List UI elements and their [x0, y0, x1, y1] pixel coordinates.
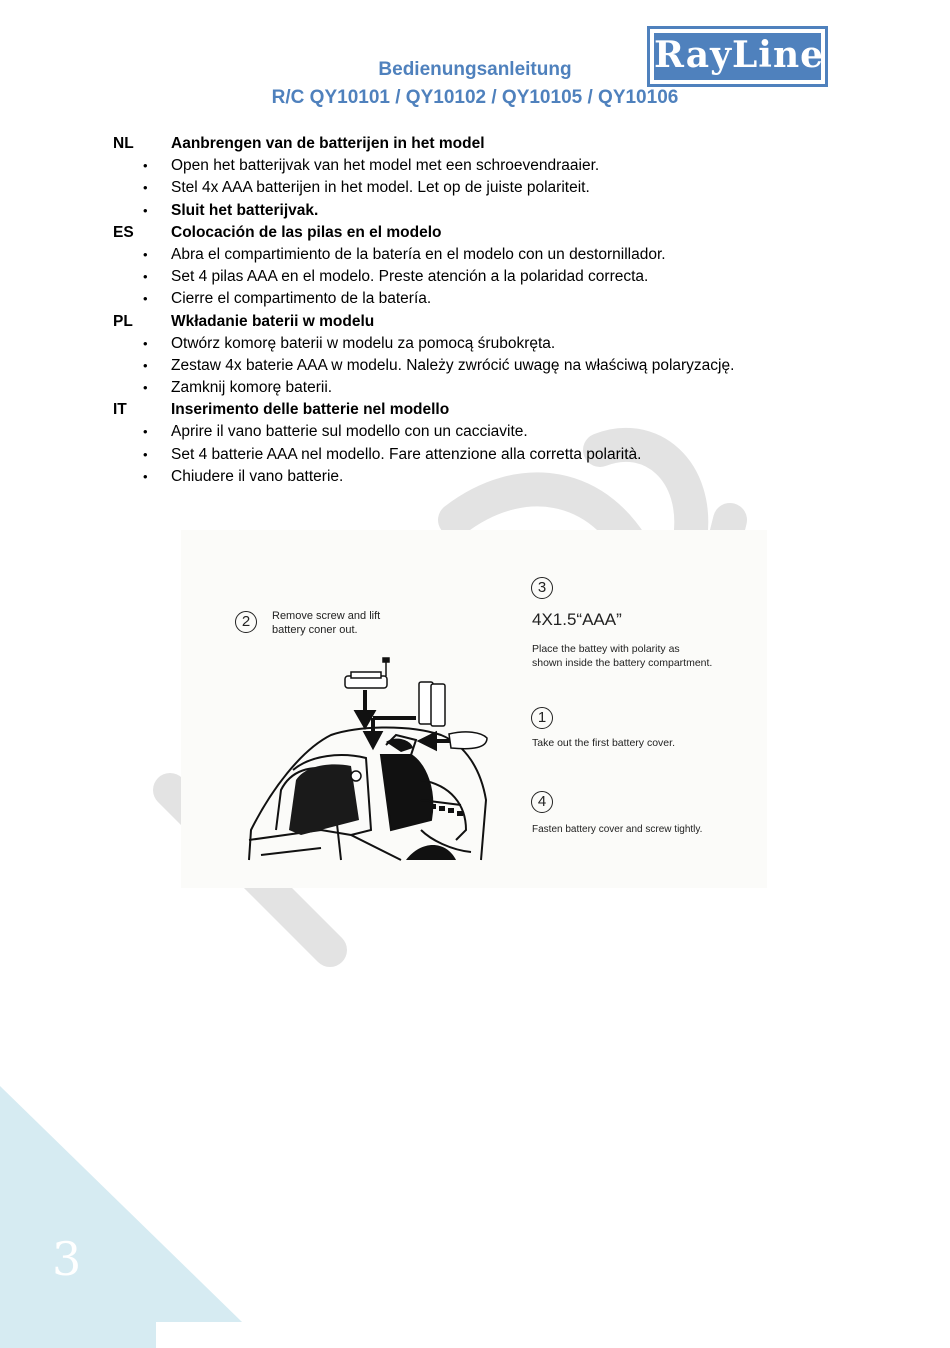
list-item-text: Stel 4x AAA batterijen in het model. Let op de juiste polariteit. [171, 179, 590, 197]
language-code: IT [113, 401, 127, 419]
list-item-text: Chiudere il vano batterie. [171, 467, 344, 485]
bullet-icon: • [143, 380, 148, 396]
step-4-text: Fasten battery cover and screw tightly. [532, 824, 703, 835]
list-item-text: Zestaw 4x baterie AAA w modelu. Należy zwrócić uwagę na właściwą polaryzację. [171, 356, 735, 374]
step-2-line-1: Remove screw and lift [272, 610, 381, 622]
step-2-line-2: battery coner out. [272, 624, 358, 636]
list-item-text: Abra el compartimiento de la batería en el modelo con un destornillador. [171, 245, 666, 263]
bullet-icon: • [143, 246, 148, 262]
step-2-number: 2 [235, 611, 257, 633]
list-item-text: Set 4 batterie AAA nel modello. Fare attenzione alla corretta polarità. [171, 445, 642, 463]
bullet-icon: • [143, 202, 148, 218]
step-1-text: Take out the first battery cover. [532, 737, 675, 749]
bullet-icon: • [143, 269, 148, 285]
bullet-icon: • [143, 180, 148, 196]
language-code: PL [113, 312, 133, 330]
bullet-icon: • [143, 335, 148, 351]
bullet-icon: • [143, 424, 148, 440]
list-item-text: Cierre el compartimento de la batería. [171, 290, 432, 308]
step-1-number: 1 [531, 707, 553, 729]
model-numbers: R/C QY10101 / QY10102 / QY10105 / QY10106 [271, 87, 679, 108]
page-number: 3 [52, 1232, 82, 1286]
section-heading: Wkładanie baterii w modelu [171, 312, 375, 330]
bullet-icon: • [143, 357, 148, 373]
bullet-icon: • [143, 446, 148, 462]
footer-strip [156, 1322, 950, 1348]
list-item-text: Sluit het batterijvak. [171, 201, 319, 219]
bullet-icon: • [143, 468, 148, 484]
list-item-text: Zamknij komorę baterii. [171, 379, 333, 397]
step-3-line-2: shown inside the battery compartment. [532, 657, 713, 669]
bullet-icon: • [143, 158, 148, 174]
logo-text: RayLine [654, 33, 821, 80]
list-item-text: Aprire il vano batterie sul modello con un cacciavite. [171, 423, 528, 441]
bullet-icon: • [143, 291, 148, 307]
list-item-text: Open het batterijvak van het model met een schroevendraaier. [171, 157, 600, 175]
section-heading: Aanbrengen van de batterijen in het model [171, 135, 485, 152]
section-heading: Inserimento delle batterie nel modello [171, 401, 450, 419]
language-code: ES [113, 223, 134, 241]
step-3-line-1: Place the battey with polarity as [532, 643, 680, 655]
manual-title: Bedienungsanleitung [378, 59, 572, 80]
step-4-number: 4 [531, 791, 553, 813]
section-heading: Colocación de las pilas en el modelo [171, 223, 442, 241]
battery-spec: 4X1.5“AAA” [532, 610, 622, 629]
step-3-number: 3 [531, 577, 553, 599]
list-item-text: Set 4 pilas AAA en el modelo. Preste atención a la polaridad correcta. [171, 268, 649, 286]
language-code: NL [113, 135, 134, 152]
list-item-text: Otwórz komorę baterii w modelu za pomocą śrubokręta. [171, 334, 556, 352]
